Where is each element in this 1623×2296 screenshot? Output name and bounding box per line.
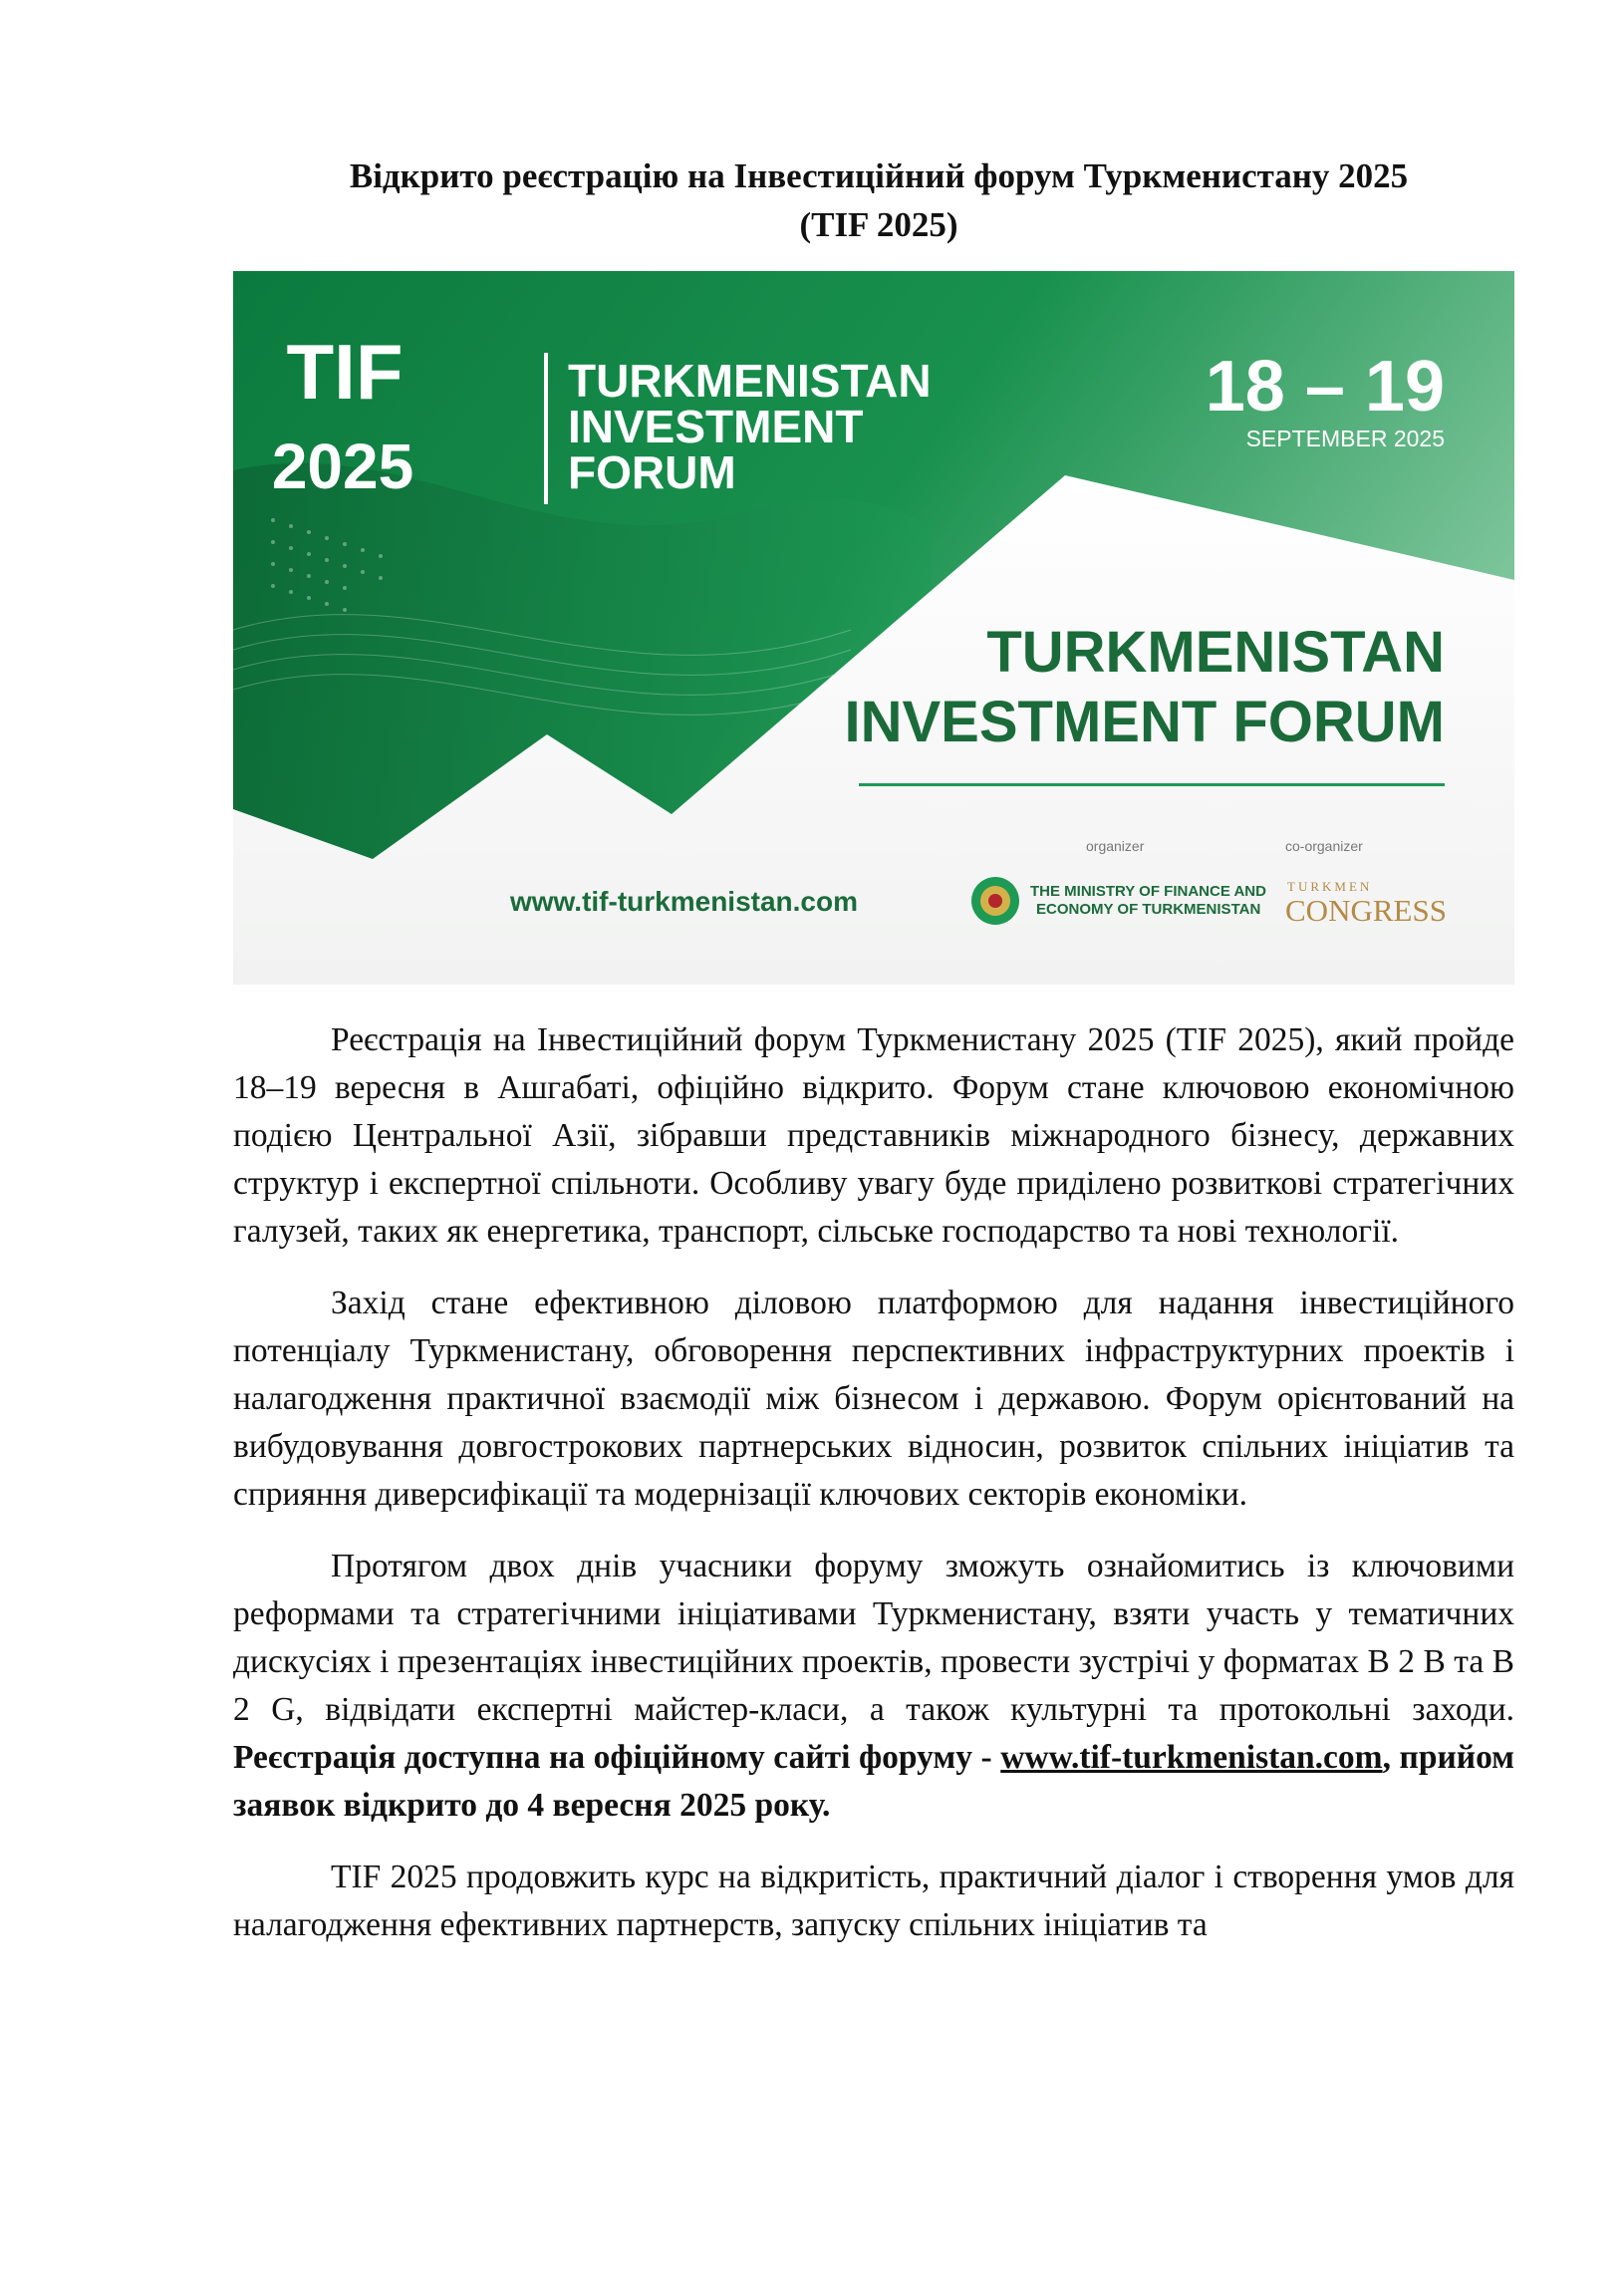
page-title [233, 151, 1524, 249]
forum-banner [233, 271, 1514, 985]
header-line-3: FORUM [568, 446, 736, 498]
date-month: SEPTEMBER 2025 [1245, 426, 1445, 451]
heading-underline [859, 783, 1445, 786]
header-line-1: TURKMENISTAN [568, 355, 932, 407]
paragraph-2: Захід стане ефективною діловою платформою для надання інвестиційного потенціалу Туркменистану, обговорення перспективних інфраструктурних проектів і налагодження практичної взаємодії між бізнесом і державою. Форум орієнтований на вибудовування довгострокових партнерських відносин, розвиток спільних ініціатив та сприяння диверсифікації та модернізації ключових секторів економіки. [233, 1285, 1514, 1513]
forum-website-link[interactable]: www.tif-turkmenistan.com [1000, 1739, 1383, 1776]
registration-notice-a: Реєстрація доступна на офіційному сайті форуму - [233, 1739, 1001, 1776]
paragraph-3-text: Протягом двох днів учасники форуму зможуть ознайомитись із ключовими реформами та стратегічними ініціативами Туркменистану, взяти участь у тематичних дискусіях і презентаціях інвестиційних проектів, провести зустрічі у форматах B 2 B та B 2 G, відвідати експертні майстер-класи, а також культурні та протокольні заходи. [233, 1548, 1514, 1728]
header-line-2: INVESTMENT [568, 401, 864, 452]
main-heading-line-2: INVESTMENT FORUM [844, 690, 1445, 754]
paragraph-1: Реєстрація на Інвестиційний форум Туркменистану 2025 (TIF 2025), який пройде 18–19 вересня в Ашгабаті, офіційно відкрито. Форум стане ключовою економічною подією Центральної Азії, зібравши представників міжнародного бізнесу, державних структур і експертної спільноти. Особливу увагу буде приділено розвиткові стратегічних галузей, таких як енергетика, транспорт, сільське господарство та нові технології. [233, 1021, 1514, 1250]
tif-logo [272, 328, 413, 502]
title-line-2: (TIF 2025) [799, 205, 958, 244]
logo-year-text: 2025 [271, 430, 414, 502]
ministry-line-2: ECONOMY OF TURKMENISTAN [1036, 901, 1261, 918]
ministry-line-1: THE MINISTRY OF FINANCE AND [1030, 883, 1266, 900]
title-line-1: Відкрито реєстрацію на Інвестиційний форум Туркменистану 2025 [349, 156, 1409, 195]
main-heading-line-1: TURKMENISTAN [986, 620, 1445, 685]
paragraph-3 [233, 1543, 1514, 1830]
banner-graphic [233, 271, 1514, 985]
article-body [233, 1016, 1514, 1973]
congress-big-text: CONGRESS [1285, 893, 1447, 928]
banner-website: www.tif-turkmenistan.com [510, 886, 859, 917]
ministry-emblem-icon [971, 877, 1019, 925]
organizer-label: organizer [1086, 838, 1145, 854]
date-range: 18 – 19 [1205, 347, 1445, 427]
coorganizer-label: co-organizer [1285, 838, 1363, 854]
congress-small-text: TURKMEN [1287, 879, 1373, 894]
paragraph-4: TIF 2025 продовжить курс на відкритість, практичний діалог і створення умов для налагодження ефективних партнерств, запуску спільних ініціатив та [233, 1859, 1514, 1943]
logo-divider [544, 353, 548, 504]
logo-tif-text: TIF [286, 328, 404, 416]
registration-notice-b: , прийом заявок відкрито до 4 вересня 2025 року. [233, 1739, 1514, 1824]
